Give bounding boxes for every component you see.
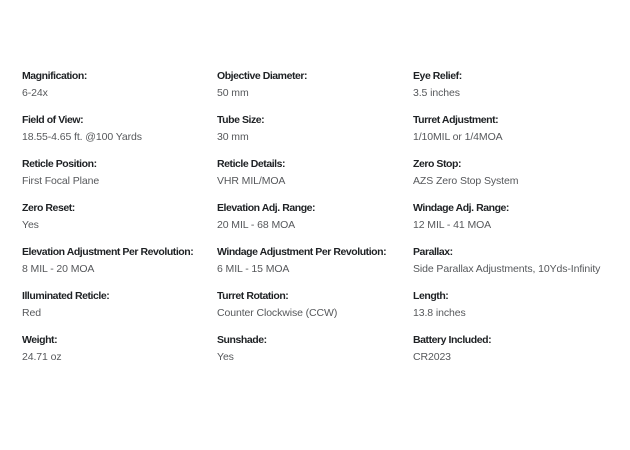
spec-value: 24.71 oz — [22, 351, 62, 363]
spec-item-reticle-details — [217, 156, 413, 190]
spec-value: 6 MIL - 15 MOA — [217, 263, 290, 275]
spec-item-turret-adjustment — [413, 112, 609, 146]
spec-value: Side Parallax Adjustments, 10Yds-Infinity — [413, 263, 601, 275]
spec-value: 6-24x — [22, 87, 48, 99]
spec-item-reticle-position — [22, 156, 217, 190]
spec-value: 1/10MIL or 1/4MOA — [413, 131, 503, 143]
spec-value: 3.5 inches — [413, 87, 460, 99]
spec-value: 20 MIL - 68 MOA — [217, 219, 296, 231]
spec-label: Illuminated Reticle: — [22, 290, 110, 302]
spec-item-zero-reset — [22, 200, 217, 234]
spec-item-elevation-adj-range — [217, 200, 413, 234]
spec-value: 50 mm — [217, 87, 249, 99]
spec-label: Windage Adj. Range: — [413, 202, 509, 214]
spec-label: Field of View: — [22, 114, 84, 126]
spec-label: Magnification: — [22, 70, 87, 82]
spec-value: First Focal Plane — [22, 175, 100, 187]
spec-value: 13.8 inches — [413, 307, 466, 319]
spec-item-magnification — [22, 68, 217, 102]
spec-value: Red — [22, 307, 41, 319]
spec-item-objective-diameter — [217, 68, 413, 102]
spec-item-battery-included — [413, 332, 609, 366]
spec-value: Counter Clockwise (CCW) — [217, 307, 338, 319]
spec-item-sunshade — [217, 332, 413, 366]
spec-item-weight — [22, 332, 217, 366]
spec-value: 12 MIL - 41 MOA — [413, 219, 492, 231]
spec-label: Eye Relief: — [413, 70, 462, 82]
spec-label: Reticle Position: — [22, 158, 97, 170]
spec-item-turret-rotation — [217, 288, 413, 322]
spec-label: Turret Rotation: — [217, 290, 289, 302]
spec-label: Zero Reset: — [22, 202, 75, 214]
spec-item-parallax — [413, 244, 609, 278]
spec-label: Elevation Adjustment Per Revolution: — [22, 246, 194, 258]
spec-value: Yes — [22, 219, 39, 231]
spec-label: Objective Diameter: — [217, 70, 308, 82]
spec-item-eye-relief — [413, 68, 609, 102]
spec-label: Length: — [413, 290, 449, 302]
spec-label: Turret Adjustment: — [413, 114, 499, 126]
spec-value: CR2023 — [413, 351, 451, 363]
spec-label: Parallax: — [413, 246, 453, 258]
spec-label: Reticle Details: — [217, 158, 286, 170]
spec-item-windage-adj-range — [413, 200, 609, 234]
spec-item-tube-size — [217, 112, 413, 146]
spec-label: Sunshade: — [217, 334, 267, 346]
spec-value: 30 mm — [217, 131, 249, 143]
spec-value: AZS Zero Stop System — [413, 175, 519, 187]
spec-label: Windage Adjustment Per Revolution: — [217, 246, 387, 258]
spec-grid — [22, 68, 620, 366]
spec-label: Zero Stop: — [413, 158, 461, 170]
spec-item-zero-stop — [413, 156, 609, 190]
spec-value: 18.55-4.65 ft. @100 Yards — [22, 131, 142, 143]
spec-label: Weight: — [22, 334, 58, 346]
spec-value: 8 MIL - 20 MOA — [22, 263, 95, 275]
spec-label: Tube Size: — [217, 114, 265, 126]
spec-value: Yes — [217, 351, 234, 363]
spec-label: Battery Included: — [413, 334, 492, 346]
spec-value: VHR MIL/MOA — [217, 175, 286, 187]
spec-label: Elevation Adj. Range: — [217, 202, 316, 214]
spec-item-illuminated-reticle — [22, 288, 217, 322]
spec-item-length — [413, 288, 609, 322]
spec-item-windage-adjustment-per-revolution — [217, 244, 413, 278]
spec-item-field-of-view — [22, 112, 217, 146]
spec-item-elevation-adjustment-per-revolution — [22, 244, 217, 278]
